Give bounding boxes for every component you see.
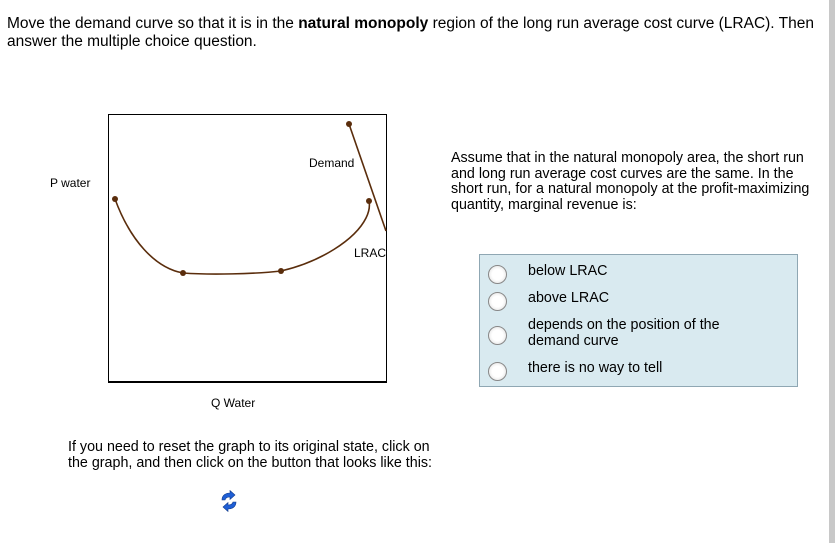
radio-button[interactable]: [488, 326, 507, 345]
choices-panel: [479, 254, 798, 387]
demand-label: Demand: [309, 156, 355, 170]
choice-no-way-to-tell[interactable]: [488, 361, 768, 381]
reset-instructions: If you need to reset the graph to its original state, click on the graph, and then click on the button that looks like this:: [68, 439, 433, 471]
lrac-point-3[interactable]: [278, 268, 284, 274]
demand-point[interactable]: [346, 121, 352, 127]
choice-label: depends on the position of the demand curve: [528, 317, 720, 349]
y-axis-label: P water: [50, 176, 91, 190]
choice-above-lrac[interactable]: [488, 291, 768, 311]
instructions-text-2: region of the long run average cost curve (LRAC). Then answer the multiple choice question.: [7, 15, 814, 50]
x-axis-label: Q Water: [211, 396, 256, 410]
lrac-label: LRAC: [354, 246, 387, 260]
lrac-point-4[interactable]: [366, 198, 372, 204]
choice-below-lrac[interactable]: [488, 264, 768, 284]
reset-arrows-icon[interactable]: [219, 490, 239, 512]
question-text: Assume that in the natural monopoly area, the short run and long run average cost curves are the same. In the short run, for a natural monopoly at the profit-maximizing quantity, marginal revenue is:: [451, 150, 810, 213]
radio-button[interactable]: [488, 362, 507, 381]
choice-label: below LRAC: [528, 263, 608, 279]
instructions-text-1: Move the demand curve so that it is in the: [7, 15, 299, 32]
choice-label: there is no way to tell: [528, 360, 663, 376]
lrac-point-2[interactable]: [180, 270, 186, 276]
choice-depends-on-demand[interactable]: [488, 318, 768, 349]
choice-label: above LRAC: [528, 290, 610, 306]
lrac-point-1[interactable]: [112, 196, 118, 202]
lrac-curve[interactable]: [115, 199, 369, 274]
instructions-bold: natural monopoly: [298, 15, 429, 32]
radio-button[interactable]: [488, 292, 507, 311]
radio-button[interactable]: [488, 265, 507, 284]
